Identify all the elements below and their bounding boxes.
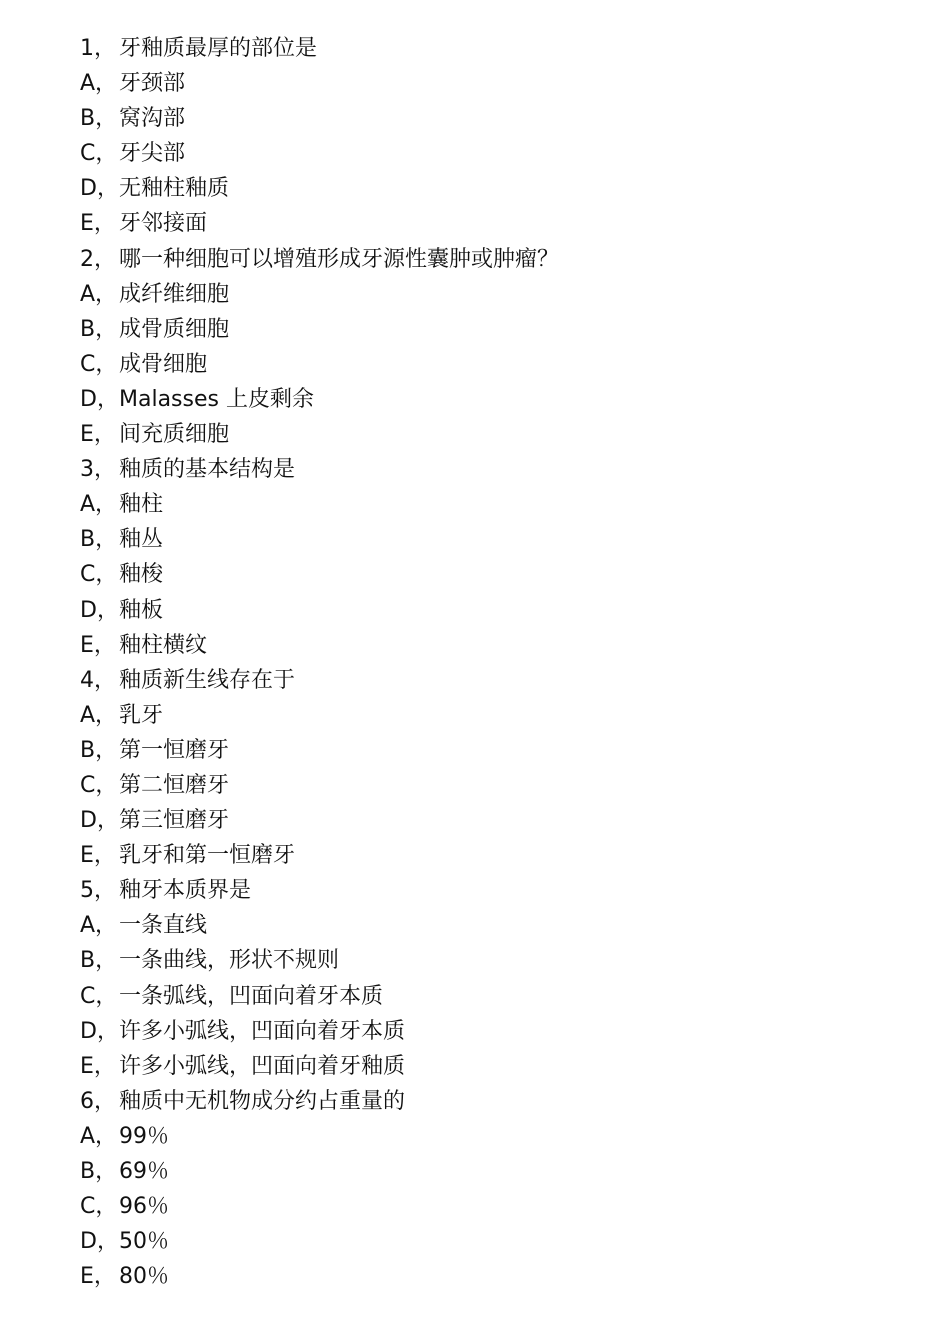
option-letter: C， xyxy=(80,1194,118,1220)
option-text: 成纤维细胞 xyxy=(119,281,230,307)
answer-option xyxy=(80,347,900,382)
option-text: 釉丛 xyxy=(119,527,164,553)
question-text: 哪一种细胞可以增殖形成牙源性囊肿或肿瘤？ xyxy=(119,246,560,272)
option-text: 釉柱 xyxy=(119,492,164,518)
question-number: 6， xyxy=(80,1088,116,1114)
answer-option xyxy=(80,1189,900,1224)
option-letter: D， xyxy=(80,597,119,623)
question-stem xyxy=(80,663,900,698)
option-text: 第三恒磨牙 xyxy=(119,808,230,834)
option-text: 第一恒磨牙 xyxy=(119,737,230,763)
option-letter: E， xyxy=(80,422,116,448)
answer-option xyxy=(80,1014,900,1049)
option-letter: C， xyxy=(80,141,118,167)
answer-option xyxy=(80,417,900,452)
answer-option xyxy=(80,1224,900,1259)
option-letter: C， xyxy=(80,772,118,798)
answer-option xyxy=(80,733,900,768)
question-text: 釉质的基本结构是 xyxy=(119,457,296,483)
answer-option xyxy=(80,908,900,943)
answer-option xyxy=(80,768,900,803)
question-number: 1， xyxy=(80,36,116,61)
question-text: 釉牙本质界是 xyxy=(119,878,252,904)
option-letter: C， xyxy=(80,983,118,1009)
option-text: 釉柱横纹 xyxy=(119,632,208,658)
option-text: 80％ xyxy=(119,1264,169,1290)
question-number: 2， xyxy=(80,246,116,272)
answer-option xyxy=(80,838,900,873)
option-text: 许多小弧线，凹面向着牙釉质 xyxy=(119,1053,406,1079)
answer-option xyxy=(80,1259,900,1294)
answer-option xyxy=(80,171,900,206)
option-letter: D， xyxy=(80,1018,119,1044)
option-text: 牙颈部 xyxy=(119,71,186,97)
option-letter: E， xyxy=(80,1264,116,1290)
option-letter: D， xyxy=(80,176,119,202)
option-text: 许多小弧线，凹面向着牙本质 xyxy=(119,1018,406,1044)
option-letter: A， xyxy=(80,281,118,307)
option-text: 50％ xyxy=(119,1229,169,1255)
question-text: 釉质新生线存在于 xyxy=(119,667,296,693)
option-text: 一条直线 xyxy=(119,913,208,939)
option-letter: A， xyxy=(80,702,118,728)
option-text: 无釉柱釉质 xyxy=(119,176,230,202)
question-stem xyxy=(80,1084,900,1119)
option-letter: D， xyxy=(80,386,119,412)
option-letter: E， xyxy=(80,1053,116,1079)
answer-option xyxy=(80,557,900,592)
option-text: 成骨质细胞 xyxy=(119,316,230,342)
option-letter: B， xyxy=(80,1159,118,1184)
answer-option xyxy=(80,312,900,347)
option-text: 69％ xyxy=(119,1159,169,1184)
answer-option xyxy=(80,698,900,733)
option-text: 乳牙和第一恒磨牙 xyxy=(119,843,296,869)
option-letter: D， xyxy=(80,808,119,834)
answer-option xyxy=(80,1049,900,1084)
option-text: 乳牙 xyxy=(119,702,164,728)
answer-option xyxy=(80,66,900,101)
option-text: Malasses 上皮剩余 xyxy=(119,386,314,412)
option-text: 牙邻接面 xyxy=(119,211,208,237)
question-text: 釉质中无机物成分约占重量的 xyxy=(119,1088,406,1114)
option-letter: B， xyxy=(80,527,118,553)
option-letter: A， xyxy=(80,1123,118,1149)
option-letter: E， xyxy=(80,211,116,237)
answer-option xyxy=(80,136,900,171)
option-letter: E， xyxy=(80,843,116,869)
option-letter: E， xyxy=(80,632,116,658)
answer-option xyxy=(80,1119,900,1154)
answer-option xyxy=(80,593,900,628)
answer-option xyxy=(80,277,900,312)
answer-option xyxy=(80,628,900,663)
answer-option xyxy=(80,522,900,557)
question-text: 牙釉质最厚的部位是 xyxy=(119,36,318,61)
option-text: 釉板 xyxy=(119,597,164,623)
option-text: 牙尖部 xyxy=(119,141,186,167)
option-text: 96％ xyxy=(119,1194,169,1220)
option-text: 一条弧线，凹面向着牙本质 xyxy=(119,983,384,1009)
question-stem xyxy=(80,452,900,487)
option-letter: C， xyxy=(80,351,118,377)
question-list xyxy=(80,31,900,1294)
option-text: 成骨细胞 xyxy=(119,351,208,377)
question-number: 4， xyxy=(80,667,116,693)
option-letter: A， xyxy=(80,492,118,518)
option-letter: B， xyxy=(80,948,118,974)
question-stem xyxy=(80,242,900,277)
option-letter: B， xyxy=(80,737,118,763)
option-letter: B， xyxy=(80,106,118,132)
question-number: 5， xyxy=(80,878,116,904)
question-stem xyxy=(80,873,900,908)
answer-option xyxy=(80,979,900,1014)
option-text: 99％ xyxy=(119,1123,169,1149)
option-letter: A， xyxy=(80,913,118,939)
answer-option xyxy=(80,206,900,241)
question-stem xyxy=(80,31,900,66)
option-letter: D， xyxy=(80,1229,119,1255)
answer-option xyxy=(80,487,900,522)
option-text: 一条曲线，形状不规则 xyxy=(119,948,340,974)
option-letter: B， xyxy=(80,316,118,342)
question-number: 3， xyxy=(80,457,116,483)
option-letter: C， xyxy=(80,562,118,588)
answer-option xyxy=(80,803,900,838)
answer-option xyxy=(80,101,900,136)
option-text: 窝沟部 xyxy=(119,106,186,132)
answer-option xyxy=(80,382,900,417)
option-text: 釉梭 xyxy=(119,562,164,588)
option-text: 间充质细胞 xyxy=(119,422,230,448)
option-text: 第二恒磨牙 xyxy=(119,772,230,798)
answer-option xyxy=(80,1154,900,1189)
answer-option xyxy=(80,943,900,978)
option-letter: A， xyxy=(80,71,118,97)
